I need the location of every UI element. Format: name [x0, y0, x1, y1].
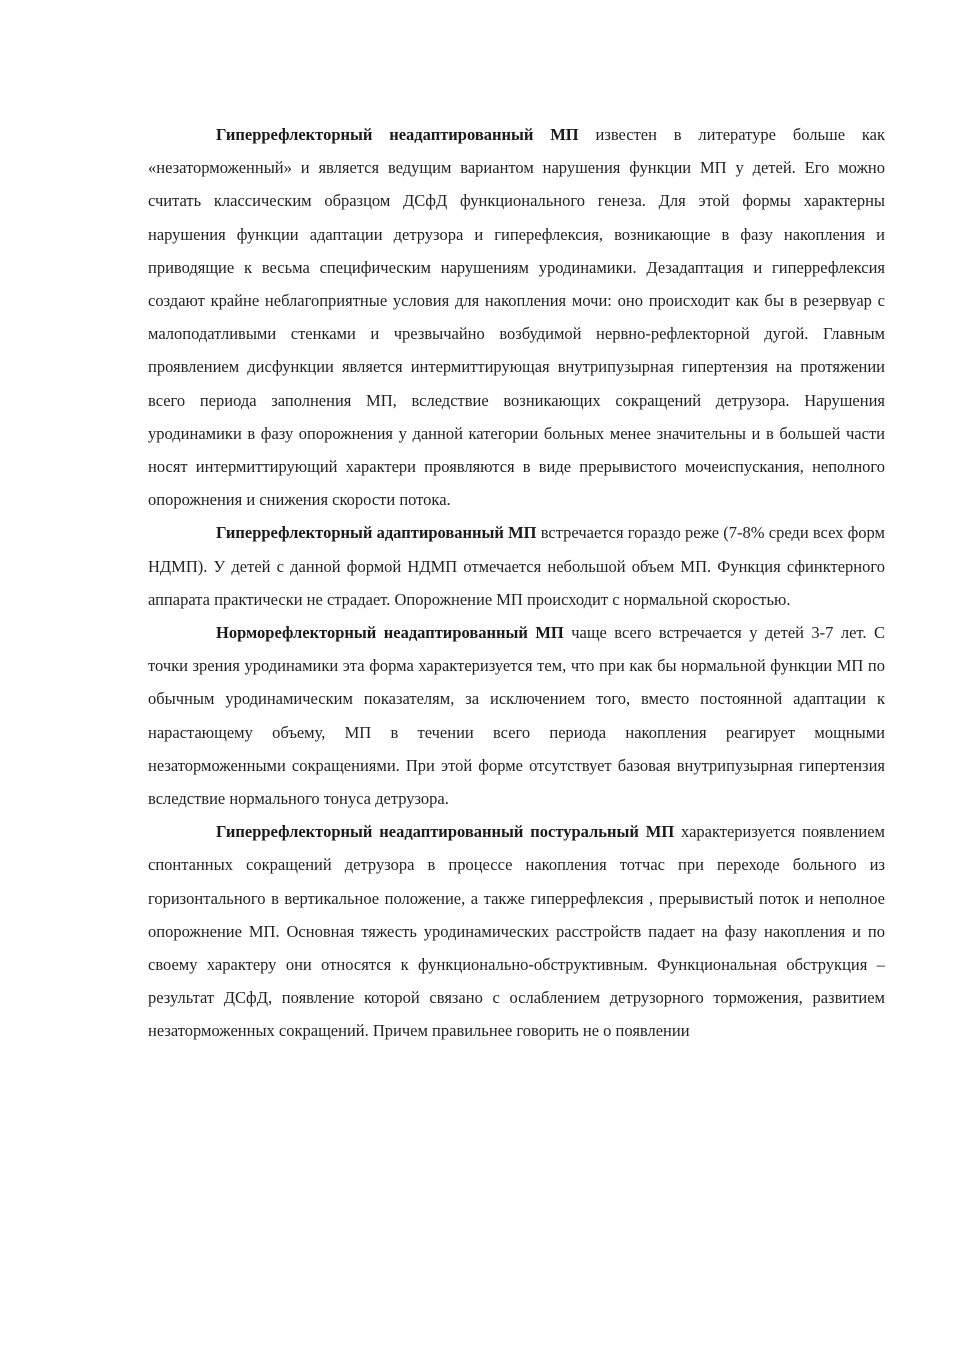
- paragraph-heading: Гиперрефлекторный неадаптированный постуральный МП: [216, 822, 675, 842]
- document-body: [148, 118, 885, 1048]
- paragraph-hyperreflex-postural: [148, 815, 885, 1047]
- paragraph-hyperreflex-adapted: [148, 516, 885, 616]
- paragraph-heading: Гиперрефлекторный адаптированный МП: [216, 523, 537, 543]
- paragraph-text: встречается гораздо реже (7-8% среди всех форм НДМП). У детей с данной формой НДМП отмечается небольшой объем МП. Функция сфинктерного аппарата практически не страдает. Опорожнение МП происходит с нормальной скоростью.: [148, 523, 885, 609]
- paragraph-normoreflex-nonadapted: [148, 616, 885, 815]
- paragraph-text: известен в литературе больше как «незаторможенный» и является ведущим вариантом нарушения функции МП у детей. Его можно считать классическим образцом ДСфД функционального генеза. Для этой формы характерны нарушения функции адаптации детрузора и гиперефлексия, возникающие в фазу накопления и приводящие к весьма специфическим нарушениям уродинамики. Дезадаптация и гиперрефлексия создают крайне неблагоприятные условия для накопления мочи: оно происходит как бы в резервуар с малоподатливыми стенками и чрезвычайно возбудимой нервно-рефлекторной дугой. Главным проявлением дисфункции является интермиттирующая внутрипузырная гипертензия на протяжении всего периода заполнения МП, вследствие возникающих сокращений детрузора. Нарушения уродинамики в фазу опорожнения у данной категории больных менее значительны и в большей части носят интермиттирующий характери проявляются в виде прерывистого мочеиспускания, неполного опорожнения и снижения скорости потока.: [148, 125, 885, 510]
- paragraph-hyperreflex-nonadapted: [148, 118, 885, 516]
- paragraph-text: характеризуется появлением спонтанных сокращений детрузора в процессе накопления тотчас при переходе больного из горизонтального в вертикальное положение, а также гиперрефлексия , прерывистый поток и неполное опорожнение МП. Основная тяжесть уродинамических расстройств падает на фазу накопления и по своему характеру они относятся к функционально-обструктивным. Функциональная обструкция – результат ДСфД, появление которой связано с ослаблением детрузорного торможения, развитием незаторможенных сокращений. Причем правильнее говорить не о появлении: [148, 822, 885, 1041]
- paragraph-heading: Гиперрефлекторный неадаптированный МП: [216, 125, 579, 144]
- paragraph-heading: Норморефлекторный неадаптированный МП: [216, 623, 564, 643]
- paragraph-text: чаще всего встречается у детей 3-7 лет. С точки зрения уродинамики эта форма характеризуется тем, что при как бы нормальной функции МП по обычным уродинамическим показателям, за исключением того, вместо постоянной адаптации к нарастающему объему, МП в течении всего периода накопления реагирует мощными незаторможенными сокращениями. При этой форме отсутствует базовая внутрипузырная гипертензия вследствие нормального тонуса детрузора.: [148, 623, 885, 809]
